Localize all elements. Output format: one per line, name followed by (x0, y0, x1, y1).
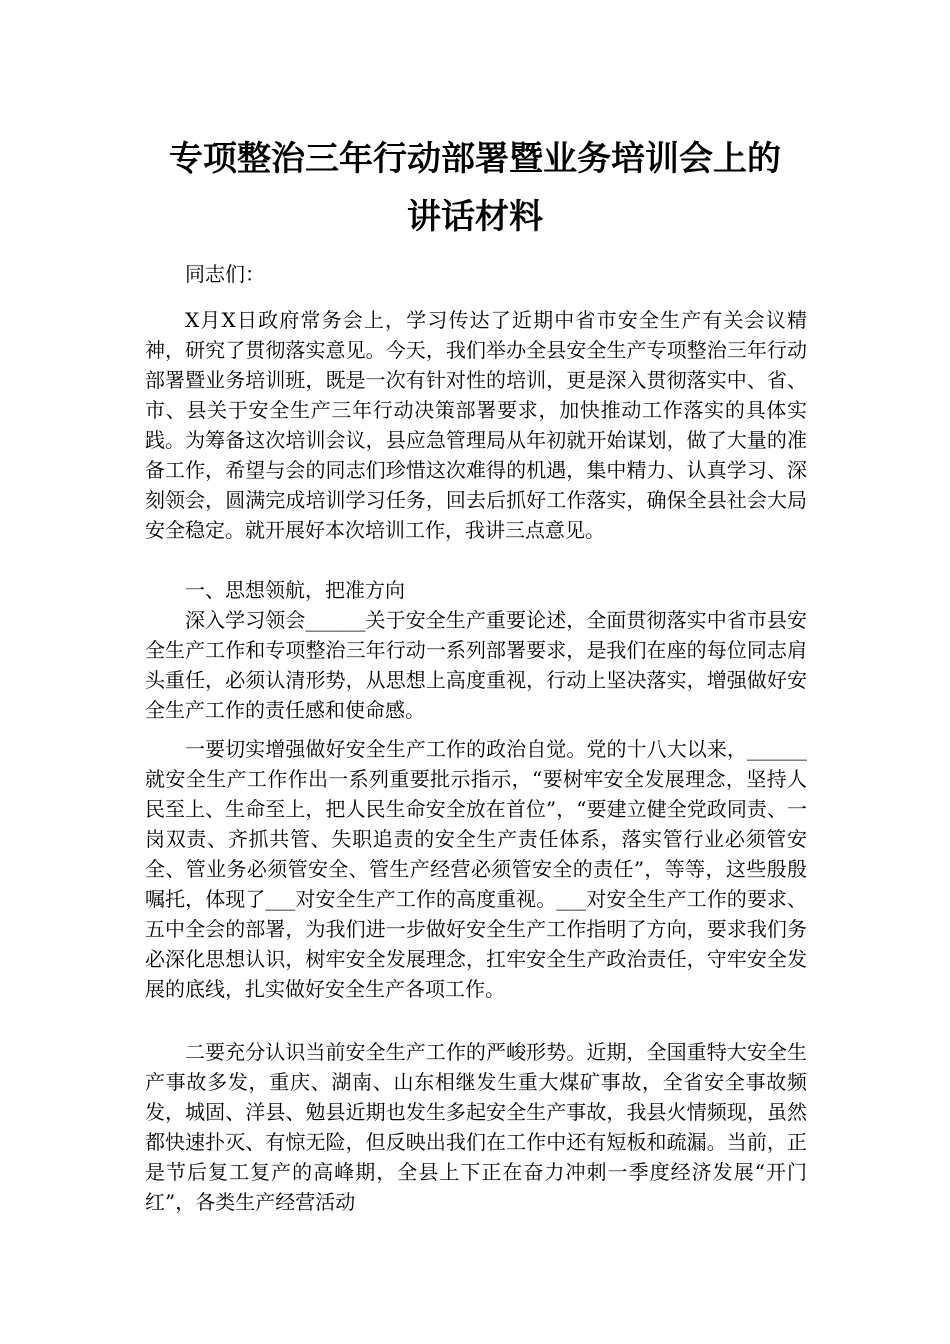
section-3-paragraph: 二要充分认识当前安全生产工作的严峻形势。近期，全国重特大安全生产事故多发，重庆、湖南、山东相继发生重大煤矿事故，全省安全事故频发，城固、洋县、勉县近期也发生多起安全生产事故，我县火情频现，虽然都快速扑灭、有惊无险，但反映出我们在工作中还有短板和疏漏。当前，正是节后复工复产的高峰期，全县上下正在奋力冲刺一季度经济发展“开门红”，各类生产经营活动 (145, 1040, 807, 1214)
section-2-paragraph: 一要切实增强做好安全生产工作的政治自觉。党的十八大以来，______就安全生产工作作出一系列重要批示指示，“要树牢安全发展理念，坚持人民至上、生命至上，把人民生命安全放在首位”，“要建立健全党政同责、一岗双责、齐抓共管、失职追责的安全生产责任体系，落实管行业必须管安全、管业务必须管安全、管生产经营必须管安全的责任”，等等，这些殷殷嘱托，体现了___对安全生产工作的高度重视。___对安全生产工作的要求、五中全会的部署，为我们进一步做好安全生产工作指明了方向，要求我们务必深化思想认识，树牢安全发展理念，扛牢安全生产政治责任，守牢安全发展的底线，扎实做好安全生产各项工作。 (145, 737, 807, 1001)
section-heading-1: 一、思想领航，把准方向 (185, 578, 405, 602)
section-1-paragraph: 深入学习领会______关于安全生产重要论述，全面贯彻落实中省市县安全生产工作和专项整治三年行动一系列部署要求，是我们在座的每位同志肩头重任，必须认清形势，从思想上高度重视，行动上坚决落实，增强做好安全生产工作的责任感和使命感。 (145, 608, 807, 722)
document-title-line-1: 专项整治三年行动部署暨业务培训会上的 (169, 139, 781, 179)
salutation: 同志们： (185, 262, 265, 286)
document-title-line-2: 讲话材料 (407, 197, 543, 237)
intro-paragraph: X月X日政府常务会上，学习传达了近期中省市安全生产有关会议精神，研究了贯彻落实意见。今天，我们举办全县安全生产专项整治三年行动部署暨业务培训班，既是一次有针对性的培训，更是深入贯彻落实中、省、市、县关于安全生产三年行动决策部署要求，加快推动工作落实的具体实践。为筹备这次培训会议，县应急管理局从年初就开始谋划，做了大量的准备工作，希望与会的同志们珍惜这次难得的机遇，集中精力、认真学习、深刻领会，圆满完成培训学习任务，回去后抓好工作落实，确保全县社会大局安全稳定。就开展好本次培训工作，我讲三点意见。 (145, 308, 807, 542)
